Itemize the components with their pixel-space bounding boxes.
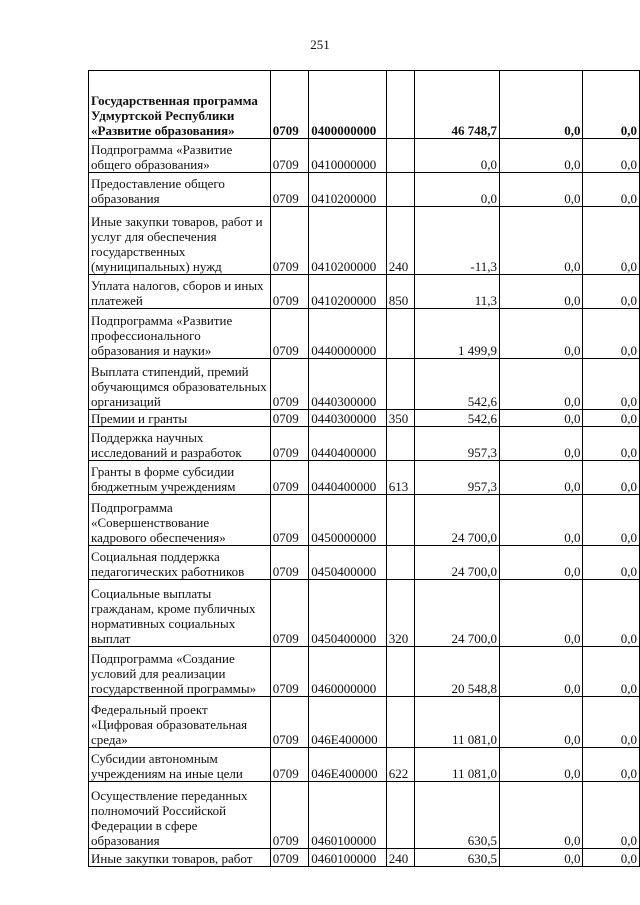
row-target-code: 0410200000 <box>309 207 387 275</box>
row-amount-year-2: 0,0 <box>499 359 583 410</box>
row-amount-year-3: 0,0 <box>583 139 640 173</box>
row-amount: 957,3 <box>415 461 500 495</box>
row-amount: 11 081,0 <box>415 697 500 748</box>
row-expense-type <box>386 495 415 546</box>
table-row <box>89 647 640 697</box>
row-amount: 11,3 <box>415 275 500 309</box>
row-amount-year-2: 0,0 <box>499 410 583 427</box>
row-expense-type: 240 <box>386 207 415 275</box>
row-amount-year-3: 0,0 <box>583 748 640 782</box>
row-amount-year-3: 0,0 <box>583 782 640 849</box>
row-amount: 11 081,0 <box>415 748 500 782</box>
row-target-code: 046E400000 <box>309 697 387 748</box>
row-amount: 630,5 <box>415 782 500 849</box>
row-amount-year-3: 0,0 <box>583 697 640 748</box>
row-name: Государственная программа Удмуртской Республики «Развитие образования» <box>89 71 271 139</box>
row-section-code: 0709 <box>270 139 308 173</box>
row-target-code: 0440400000 <box>309 461 387 495</box>
row-name: Подпрограмма «Развитие общего образования» <box>89 139 271 173</box>
row-amount-year-2: 0,0 <box>499 173 583 207</box>
page-number: 251 <box>310 37 330 52</box>
table-row <box>89 782 640 849</box>
row-section-code: 0709 <box>270 782 308 849</box>
row-expense-type <box>386 546 415 580</box>
row-name: Социальные выплаты гражданам, кроме публичных нормативных социальных выплат <box>89 580 271 647</box>
row-target-code: 0460100000 <box>309 849 387 867</box>
row-amount: -11,3 <box>415 207 500 275</box>
row-target-code: 046E400000 <box>309 748 387 782</box>
row-amount-year-2: 0,0 <box>499 849 583 867</box>
row-section-code: 0709 <box>270 647 308 697</box>
row-section-code: 0709 <box>270 207 308 275</box>
row-target-code: 0460000000 <box>309 647 387 697</box>
row-amount-year-3: 0,0 <box>583 849 640 867</box>
row-amount: 0,0 <box>415 173 500 207</box>
row-amount-year-2: 0,0 <box>499 275 583 309</box>
row-name: Иные закупки товаров, работ и услуг для обеспечения государственных (муниципальных) нужд <box>89 207 271 275</box>
row-amount: 0,0 <box>415 139 500 173</box>
row-target-code: 0460100000 <box>309 782 387 849</box>
row-section-code: 0709 <box>270 275 308 309</box>
row-amount: 542,6 <box>415 359 500 410</box>
row-section-code: 0709 <box>270 697 308 748</box>
table-row <box>89 139 640 173</box>
row-target-code: 0450400000 <box>309 580 387 647</box>
row-expense-type: 240 <box>386 849 415 867</box>
row-name: Премии и гранты <box>89 410 271 427</box>
row-amount-year-3: 0,0 <box>583 495 640 546</box>
row-amount-year-2: 0,0 <box>499 139 583 173</box>
row-expense-type: 613 <box>386 461 415 495</box>
row-name: Гранты в форме субсидии бюджетным учреждениям <box>89 461 271 495</box>
table-row <box>89 495 640 546</box>
row-amount-year-3: 0,0 <box>583 647 640 697</box>
row-amount-year-3: 0,0 <box>583 546 640 580</box>
row-amount-year-3: 0,0 <box>583 359 640 410</box>
row-name: Осуществление переданных полномочий Российской Федерации в сфере образования <box>89 782 271 849</box>
row-expense-type <box>386 359 415 410</box>
row-section-code: 0709 <box>270 71 308 139</box>
table-row <box>89 309 640 359</box>
row-expense-type <box>386 427 415 461</box>
row-expense-type <box>386 309 415 359</box>
row-amount-year-2: 0,0 <box>499 697 583 748</box>
row-target-code: 0450000000 <box>309 495 387 546</box>
row-amount-year-2: 0,0 <box>499 748 583 782</box>
row-amount: 24 700,0 <box>415 580 500 647</box>
row-section-code: 0709 <box>270 427 308 461</box>
row-name: Иные закупки товаров, работ <box>89 849 271 867</box>
row-amount: 46 748,7 <box>415 71 500 139</box>
table-row <box>89 748 640 782</box>
row-target-code: 0440300000 <box>309 359 387 410</box>
row-target-code: 0410000000 <box>309 139 387 173</box>
row-name: Подпрограмма «Совершенствование кадрового обеспечения» <box>89 495 271 546</box>
table-row <box>89 410 640 427</box>
row-name: Федеральный проект «Цифровая образовательная среда» <box>89 697 271 748</box>
row-amount-year-2: 0,0 <box>499 495 583 546</box>
table-row <box>89 173 640 207</box>
row-name: Субсидии автономным учреждениям на иные цели <box>89 748 271 782</box>
row-amount: 957,3 <box>415 427 500 461</box>
row-amount-year-3: 0,0 <box>583 71 640 139</box>
row-target-code: 0440000000 <box>309 309 387 359</box>
row-target-code: 0410200000 <box>309 173 387 207</box>
row-name: Подпрограмма «Создание условий для реализации государственной программы» <box>89 647 271 697</box>
row-expense-type <box>386 173 415 207</box>
row-expense-type <box>386 782 415 849</box>
table-row <box>89 849 640 867</box>
row-amount: 24 700,0 <box>415 495 500 546</box>
row-amount-year-2: 0,0 <box>499 647 583 697</box>
row-section-code: 0709 <box>270 173 308 207</box>
row-expense-type: 850 <box>386 275 415 309</box>
row-amount-year-3: 0,0 <box>583 410 640 427</box>
row-amount: 20 548,8 <box>415 647 500 697</box>
row-amount-year-3: 0,0 <box>583 427 640 461</box>
row-name: Уплата налогов, сборов и иных платежей <box>89 275 271 309</box>
table-row <box>89 546 640 580</box>
table-row <box>89 580 640 647</box>
row-target-code: 0450400000 <box>309 546 387 580</box>
row-expense-type <box>386 647 415 697</box>
row-expense-type: 320 <box>386 580 415 647</box>
row-section-code: 0709 <box>270 580 308 647</box>
table-row <box>89 697 640 748</box>
row-amount-year-3: 0,0 <box>583 275 640 309</box>
row-amount: 630,5 <box>415 849 500 867</box>
row-section-code: 0709 <box>270 849 308 867</box>
row-section-code: 0709 <box>270 410 308 427</box>
row-amount-year-2: 0,0 <box>499 580 583 647</box>
row-name: Предоставление общего образования <box>89 173 271 207</box>
row-target-code: 0440300000 <box>309 410 387 427</box>
row-amount-year-3: 0,0 <box>583 207 640 275</box>
row-amount: 24 700,0 <box>415 546 500 580</box>
row-amount: 542,6 <box>415 410 500 427</box>
row-amount-year-3: 0,0 <box>583 580 640 647</box>
row-expense-type <box>386 697 415 748</box>
row-section-code: 0709 <box>270 461 308 495</box>
row-amount-year-2: 0,0 <box>499 427 583 461</box>
row-amount-year-2: 0,0 <box>499 782 583 849</box>
table-row <box>89 427 640 461</box>
row-target-code: 0440400000 <box>309 427 387 461</box>
row-amount-year-2: 0,0 <box>499 546 583 580</box>
row-amount-year-3: 0,0 <box>583 309 640 359</box>
row-amount-year-2: 0,0 <box>499 309 583 359</box>
row-amount-year-2: 0,0 <box>499 461 583 495</box>
row-expense-type: 350 <box>386 410 415 427</box>
row-amount: 1 499,9 <box>415 309 500 359</box>
row-expense-type: 622 <box>386 748 415 782</box>
row-name: Поддержка научных исследований и разработок <box>89 427 271 461</box>
table-row <box>89 71 640 139</box>
row-section-code: 0709 <box>270 495 308 546</box>
row-amount-year-3: 0,0 <box>583 173 640 207</box>
budget-table <box>88 70 640 867</box>
row-name: Выплата стипендий, премий обучающимся образовательных организаций <box>89 359 271 410</box>
row-expense-type <box>386 71 415 139</box>
row-section-code: 0709 <box>270 748 308 782</box>
row-section-code: 0709 <box>270 309 308 359</box>
row-amount-year-2: 0,0 <box>499 71 583 139</box>
row-amount-year-2: 0,0 <box>499 207 583 275</box>
row-name: Социальная поддержка педагогических работников <box>89 546 271 580</box>
row-section-code: 0709 <box>270 546 308 580</box>
table-row <box>89 461 640 495</box>
row-target-code: 0400000000 <box>309 71 387 139</box>
table-row <box>89 275 640 309</box>
table-row <box>89 207 640 275</box>
row-expense-type <box>386 139 415 173</box>
table-row <box>89 359 640 410</box>
row-target-code: 0410200000 <box>309 275 387 309</box>
row-section-code: 0709 <box>270 359 308 410</box>
row-name: Подпрограмма «Развитие профессионального образования и науки» <box>89 309 271 359</box>
row-amount-year-3: 0,0 <box>583 461 640 495</box>
